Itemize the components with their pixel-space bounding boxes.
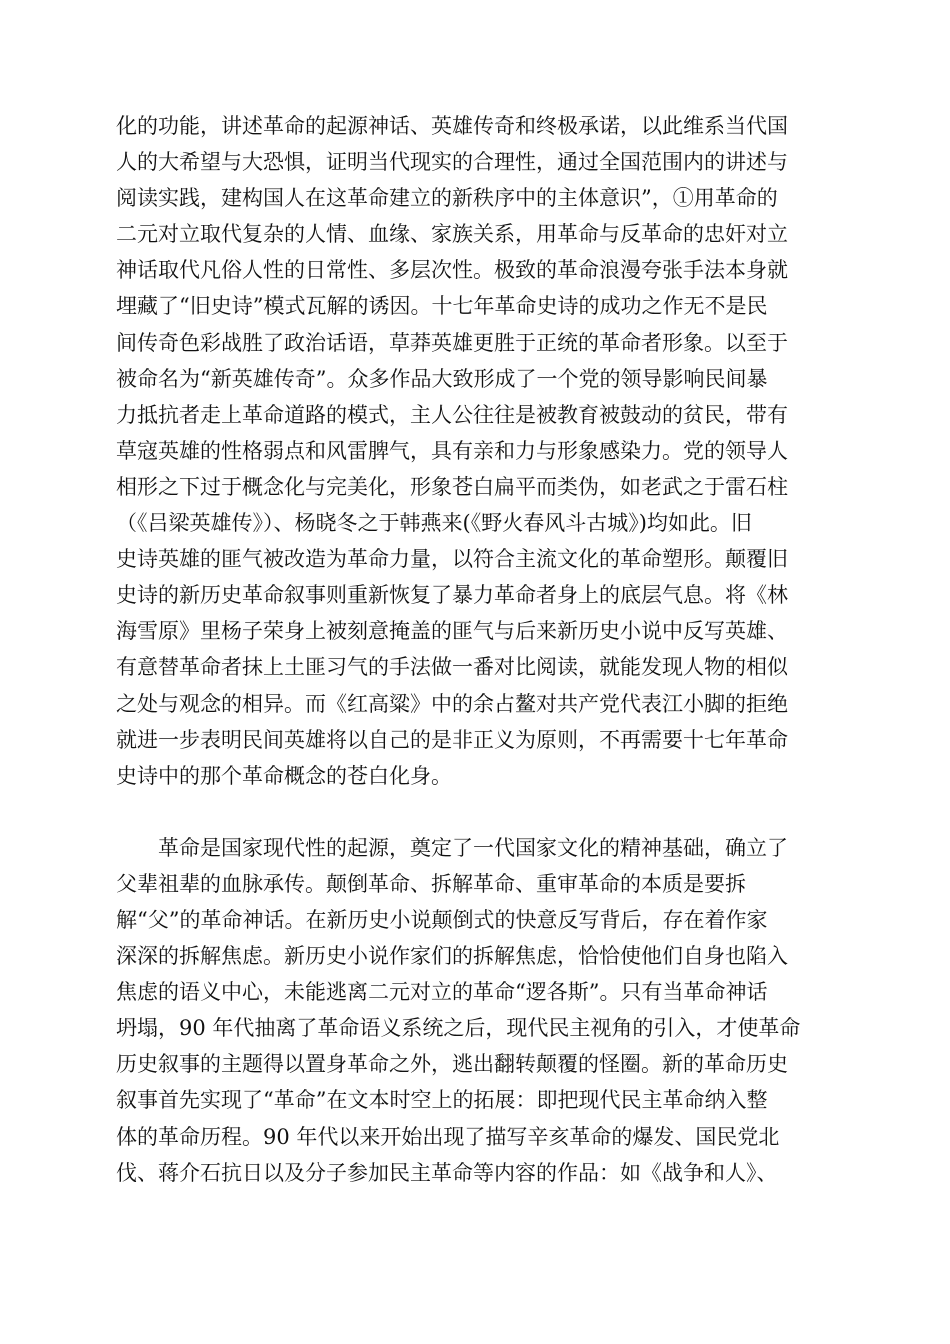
text-line: 间传奇色彩战胜了政治话语，草莽英雄更胜于正统的革命者形象。以至于 [116,330,788,355]
text-line: 伐、蒋介石抗日以及分子参加民主革命等内容的作品：如《战争和人》、 [116,1160,778,1185]
text-line: 史诗中的那个革命概念的苍白化身。 [116,763,452,788]
paragraph-gap [116,794,832,830]
paragraph-2 [116,830,832,1191]
text-line: 父辈祖辈的血脉承传。颠倒革命、拆解革命、重审革命的本质是要拆 [116,871,746,896]
text-line: 人的大希望与大恐惧，证明当代现实的合理性，通过全国范围内的讲述与 [116,150,788,175]
text-line: 神话取代凡俗人性的日常性、多层次性。极致的革命浪漫夸张手法本身就 [116,258,788,283]
text-line: 阅读实践，建构国人在这革命建立的新秩序中的主体意识”，①用革命的 [116,186,778,211]
text-line: 二元对立取代复杂的人情、血缘、家族关系，用革命与反革命的忠奸对立 [116,222,788,247]
text-line: 有意替革命者抹上土匪习气的手法做一番对比阅读，就能发现人物的相似 [116,655,788,680]
text-line: 坍塌，90 年代抽离了革命语义系统之后，现代民主视角的引入，才使革命 [116,1016,801,1041]
text-line: 革命是国家现代性的起源，奠定了一代国家文化的精神基础，确立了 [158,835,788,860]
text-line: 深深的拆解焦虑。新历史小说作家们的拆解焦虑，恰恰使他们自身也陷入 [116,944,788,969]
text-line: 体的革命历程。90 年代以来开始出现了描写辛亥革命的爆发、国民党北 [116,1124,780,1149]
text-line: 力抵抗者走上革命道路的模式，主人公往往是被教育被鼓动的贫民，带有 [116,402,788,427]
text-line: 史诗的新历史革命叙事则重新恢复了暴力革命者身上的底层气息。将《林 [116,583,788,608]
text-line: 埋藏了“旧史诗”模式瓦解的诱因。十七年革命史诗的成功之作无不是民 [116,294,768,319]
text-line: 相形之下过于概念化与完美化，形象苍白扁平而类伪，如老武之于雷石柱 [116,474,788,499]
text-line: （《吕梁英雄传》）、杨晓冬之于韩燕来(《野火春风斗古城》)均如此。旧 [116,511,752,536]
text-line: 叙事首先实现了“革命”在文本时空上的拓展：即把现代民主革命纳入整 [116,1088,768,1113]
paragraph-1 [116,108,832,794]
text-line: 化的功能，讲述革命的起源神话、英雄传奇和终极承诺，以此维系当代国 [116,114,788,138]
text-line: 解“父”的革命神话。在新历史小说颠倒式的快意反写背后，存在着作家 [116,907,768,932]
text-line: 之处与观念的相异。而《红高粱》中的余占鳌对共产党代表江小脚的拒绝 [116,691,788,716]
text-line: 被命名为“新英雄传奇”。众多作品大致形成了一个党的领导影响民间暴 [116,366,768,391]
text-line: 海雪原》里杨子荣身上被刻意掩盖的匪气与后来新历史小说中反写英雄、 [116,619,788,644]
text-line: 史诗英雄的匪气被改造为革命力量，以符合主流文化的革命塑形。颠覆旧 [116,547,788,572]
text-line: 焦虑的语义中心，未能逃离二元对立的革命“逻各斯”。只有当革命神话 [116,980,768,1005]
text-line: 历史叙事的主题得以置身革命之外，逃出翻转颠覆的怪圈。新的革命历史 [116,1052,788,1077]
text-line: 就进一步表明民间英雄将以自己的是非正义为原则，不再需要十七年革命 [116,727,788,752]
text-line: 草寇英雄的性格弱点和风雷脾气，具有亲和力与形象感染力。党的领导人 [116,438,788,463]
document-page [116,108,832,1191]
